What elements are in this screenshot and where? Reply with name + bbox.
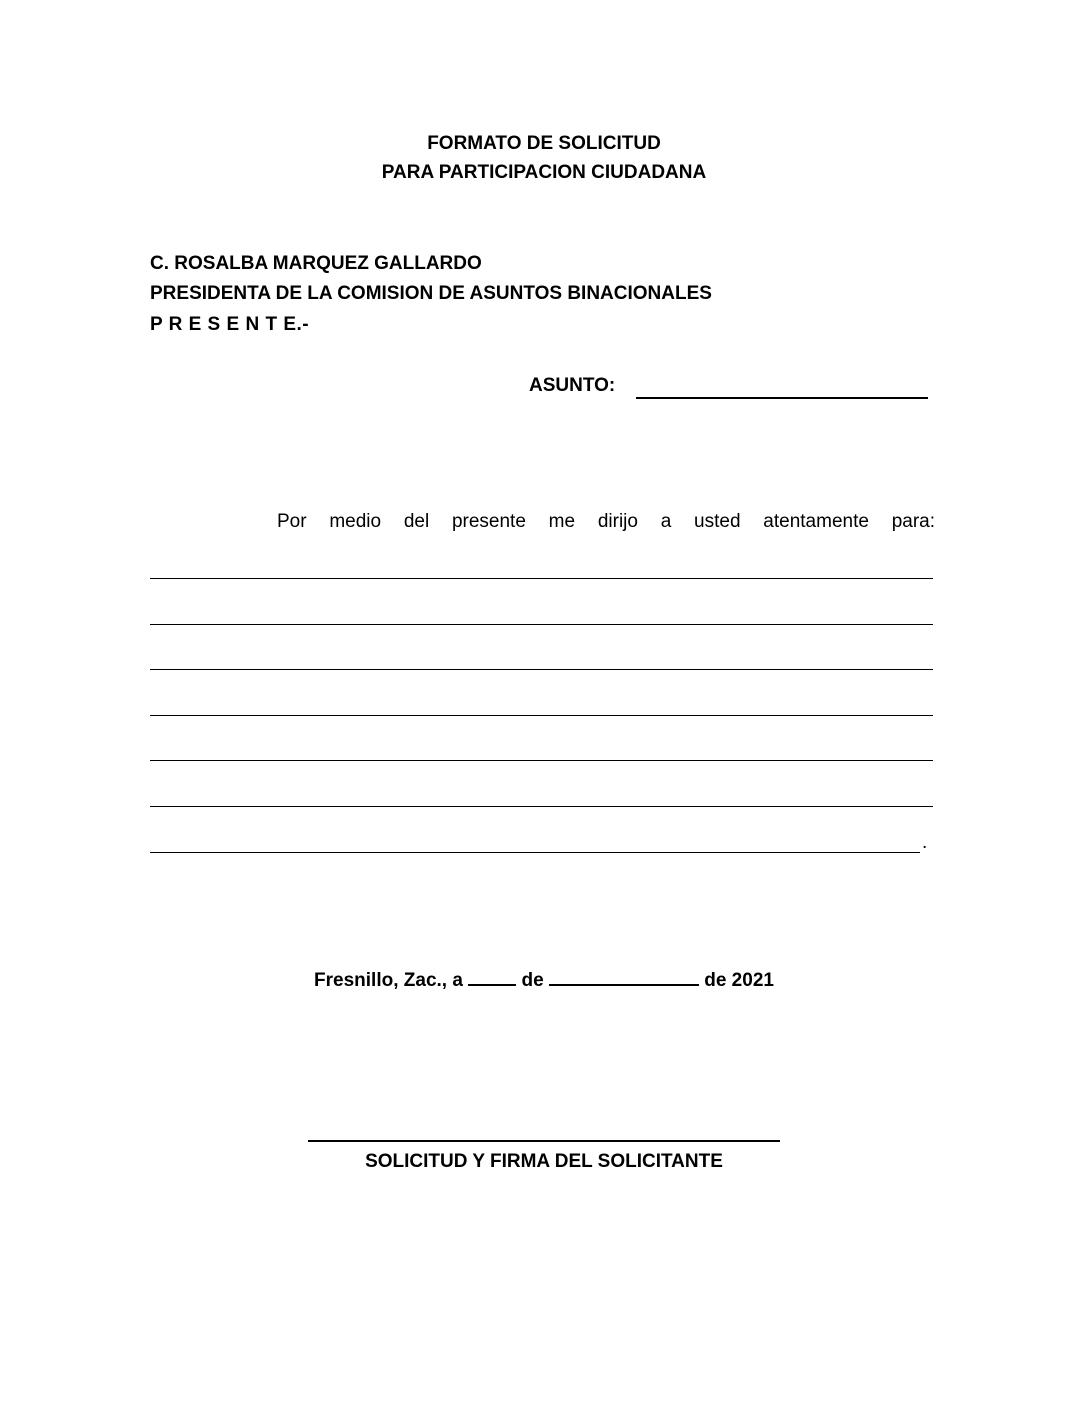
date-line [0,966,1088,993]
request-line-6[interactable] [150,806,933,807]
signature-field[interactable] [308,1140,780,1142]
date-connector: de [521,970,544,991]
request-line-4[interactable] [150,715,933,716]
request-line-1[interactable] [150,578,933,579]
day-field[interactable] [468,966,516,986]
document-title: FORMATO DE SOLICITUD [427,133,661,154]
asunto-label: ASUNTO: [529,375,616,396]
recipient-position: PRESIDENTA DE LA COMISION DE ASUNTOS BINACIONALES [150,283,712,304]
date-suffix: de 2021 [704,970,774,991]
intro-text: Por medio del presente me dirijo a usted atentamente para: [277,511,935,532]
signature-caption: SOLICITUD Y FIRMA DEL SOLICITANTE [365,1151,723,1172]
request-line-2[interactable] [150,624,933,625]
date-prefix: Fresnillo, Zac., a [314,970,463,991]
recipient-name: C. ROSALBA MARQUEZ GALLARDO [150,253,482,274]
request-line-5[interactable] [150,760,933,761]
month-field[interactable] [549,966,699,986]
request-line-7[interactable] [150,852,920,853]
request-line-3[interactable] [150,669,933,670]
end-period: . [922,832,928,853]
asunto-field[interactable] [636,397,928,399]
document-subtitle: PARA PARTICIPACION CIUDADANA [381,162,707,183]
presente-salutation: P R E S E N T E.- [150,314,310,335]
